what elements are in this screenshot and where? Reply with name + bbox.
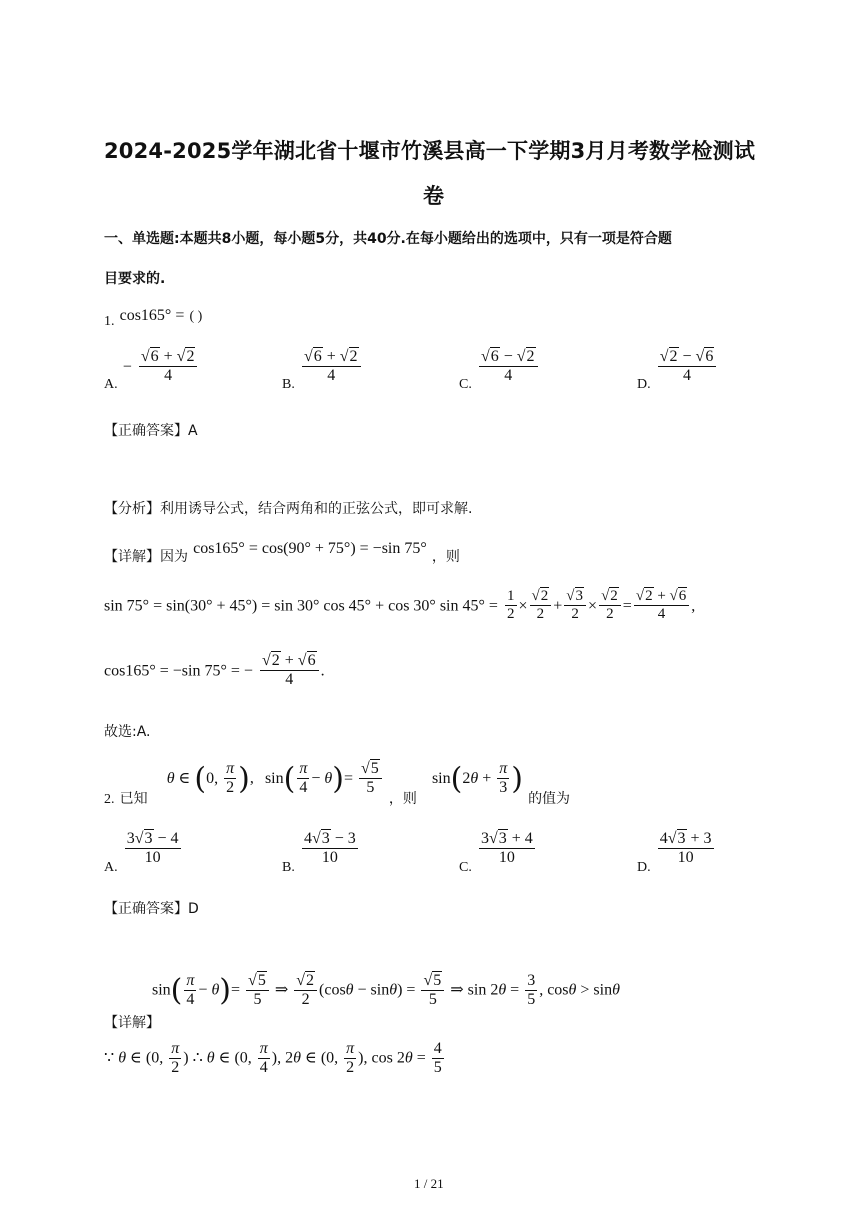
question-1-expression: cos165° =: [119, 307, 185, 324]
doc-title-line1: 2024-2025学年湖北省十堰市竹溪县高一下学期3月月考数学检测试: [104, 139, 756, 163]
option-fraction: $\frac{4√3 + 3}{10}$: [659, 830, 712, 867]
option-letter: B.: [282, 377, 295, 393]
then-label: ，则: [388, 790, 417, 807]
section-heading-line1: 一、单选题:本题共8小题，每小题5分，共40分.在每小题给出的选项中，只有一项是符合题: [104, 231, 672, 247]
q2-answer: 【正确答案】D: [104, 901, 199, 917]
question-number: 2.: [104, 791, 115, 807]
page-number: 1 / 21: [414, 1176, 444, 1191]
question-number: 1.: [104, 314, 115, 329]
option-fraction: $\frac{√2 - √6}{4}$: [658, 348, 717, 386]
question-1-stem: [104, 307, 203, 330]
detail-equation: cos165° = cos(90° + 75°) = −sin 75°: [193, 540, 427, 557]
q1-option-a: [104, 348, 199, 393]
fraction-sqrt2-half: $\frac{√2}{2}$: [530, 588, 552, 624]
option-fraction: $\frac{√6 + √2}{4}$: [139, 348, 198, 386]
q1-choice: 故选:A.: [104, 724, 151, 740]
option-fraction: $\frac{√6 + √2}{4}$: [302, 348, 361, 386]
fraction-result: $\frac{√2 + √6}{4}$: [260, 652, 319, 690]
detail-label: 【详解】因为: [104, 549, 188, 565]
q1-analysis: 【分析】利用诱导公式，结合两角和的正弦公式，即可求解.: [104, 501, 473, 517]
question-2-stem: 2. 已知 θ ∈ (0, $\frac{\pi}{2}$ ), sin( $\frac{\pi}{4}$ − θ)= $\frac{√5}{5}$ ，则 sin(2θ + $\frac{\pi}{3}$ ) 的值为: [104, 760, 571, 807]
q1-option-c: [459, 348, 540, 393]
detail-connector: ，则: [431, 549, 460, 565]
q2-detail-line1: sin( $\frac{\pi}{4}$ − θ)= $\frac{√5}{5}$ ⇒ $\frac{√2}{2}$ (cosθ − sinθ) = $\frac{√5}{5}$ ⇒ sin 2θ = $\frac{3}{5}$ , cosθ > sinθ: [152, 972, 620, 1009]
option-letter: D.: [637, 377, 651, 393]
q1-option-d: [637, 348, 718, 393]
option-sign: −: [122, 358, 132, 376]
q2-option-d: D. $\frac{4√3 + 3}{10}$: [637, 830, 712, 876]
option-fraction: $\frac{3√3 + 4}{10}$: [480, 830, 533, 867]
q2-option-b: B. $\frac{4√3 - 3}{10}$: [282, 830, 356, 876]
fraction-half: $\frac{1}{2}$: [507, 588, 515, 623]
option-fraction: $\frac{√6 - √2}{4}$: [479, 348, 538, 386]
q1-detail-line1: [104, 538, 460, 565]
option-letter: A.: [104, 377, 118, 393]
option-letter: C.: [459, 377, 472, 393]
q1-detail-line3: cos165° = −sin 75° = − $\frac{√2 + √6}{4}$ .: [104, 652, 325, 689]
detail-equation: cos165° = −sin 75° = −: [104, 662, 253, 680]
q1-option-b: [282, 348, 363, 393]
option-fraction: $\frac{3√3 - 4}{10}$: [126, 830, 179, 867]
q1-detail-line2: sin 75° = sin(30° + 45°) = sin 30° cos 45° + cos 30° sin 45° = $\frac{1}{2}$ × $\frac{√2}{2}$ + $\frac{√3}{2}$ × $\frac{√2}{2}$ = $\frac{√2 + √6}{4}$ ,: [104, 588, 696, 623]
q1-answer: 【正确答案】A: [104, 423, 198, 439]
detail-equation: sin 75° = sin(30° + 45°) = sin 30° cos 45° + cos 30° sin 45° =: [104, 597, 498, 615]
fraction-sqrt2-half: $\frac{√2}{2}$: [599, 588, 621, 624]
known-label: 已知: [119, 790, 148, 807]
section-heading-line2: 目要求的.: [104, 271, 166, 287]
q2-detail-label: 【详解】: [104, 1015, 160, 1031]
fraction-sqrt3-half: $\frac{√3}{2}$: [564, 588, 586, 624]
option-fraction: $\frac{4√3 - 3}{10}$: [303, 830, 356, 867]
fraction-result: $\frac{√2 + √6}{4}$: [634, 588, 689, 624]
answer-blank: ( ): [189, 309, 203, 324]
q2-option-c: C. $\frac{3√3 + 4}{10}$: [459, 830, 533, 876]
doc-title-line2: 卷: [423, 184, 445, 208]
q2-option-a: A. $\frac{3√3 - 4}{10}$: [104, 830, 179, 876]
q2-detail-line2: ∵ θ ∈ (0, $\frac{\pi}{2}$ ) ∴ θ ∈ (0, $\frac{\pi}{4}$ ), 2θ ∈ (0, $\frac{\pi}{2}$ ), cos 2θ = $\frac{4}{5}$: [104, 1040, 442, 1077]
tail-label: 的值为: [528, 790, 571, 807]
